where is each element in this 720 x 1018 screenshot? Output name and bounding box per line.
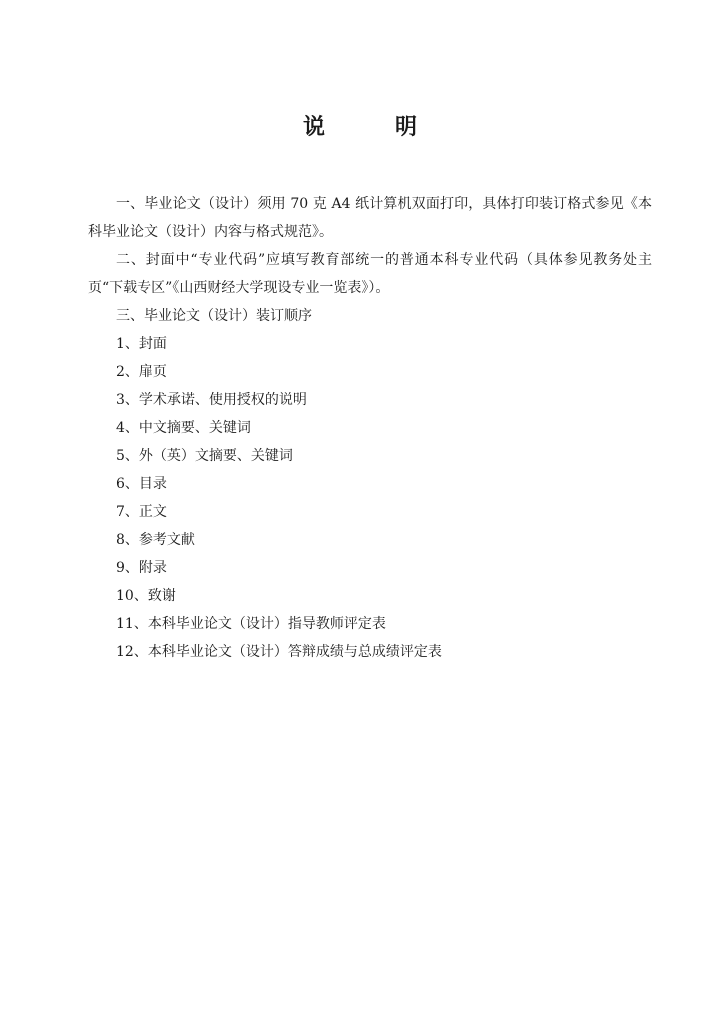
- list-item: 3、学术承诺、使用授权的说明: [116, 392, 307, 408]
- page-title: 说 明: [302, 115, 441, 140]
- instruction-paragraph-2: 二、封面中“专业代码”应填写教育部统一的普通本科专业代码（具体参见教务处主页“下载专区”《山西财经大学现设专业一览表》）。: [88, 252, 652, 296]
- list-item: 1、封面: [116, 336, 167, 352]
- list-item: 7、正文: [116, 504, 167, 520]
- list-item: 12、本科毕业论文（设计）答辩成绩与总成绩评定表: [116, 644, 442, 660]
- list-item: 8、参考文献: [116, 532, 195, 548]
- instruction-paragraph-1: 一、毕业论文（设计）须用 70 克 A4 纸计算机双面打印，具体打印装订格式参见《本科毕业论文（设计）内容与格式规范》。: [88, 196, 652, 240]
- instructions-body: [88, 190, 652, 666]
- binding-order-list: [88, 330, 652, 666]
- list-item: 11、本科毕业论文（设计）指导教师评定表: [116, 616, 386, 632]
- list-item: 9、附录: [116, 560, 167, 576]
- list-item: 2、扉页: [116, 364, 167, 380]
- list-item: 4、中文摘要、关键词: [116, 420, 251, 436]
- list-item: 6、目录: [116, 476, 167, 492]
- list-item: 10、致谢: [116, 588, 176, 604]
- list-item: 5、外（英）文摘要、关键词: [116, 448, 293, 464]
- instruction-paragraph-3: 三、毕业论文（设计）装订顺序: [116, 308, 312, 324]
